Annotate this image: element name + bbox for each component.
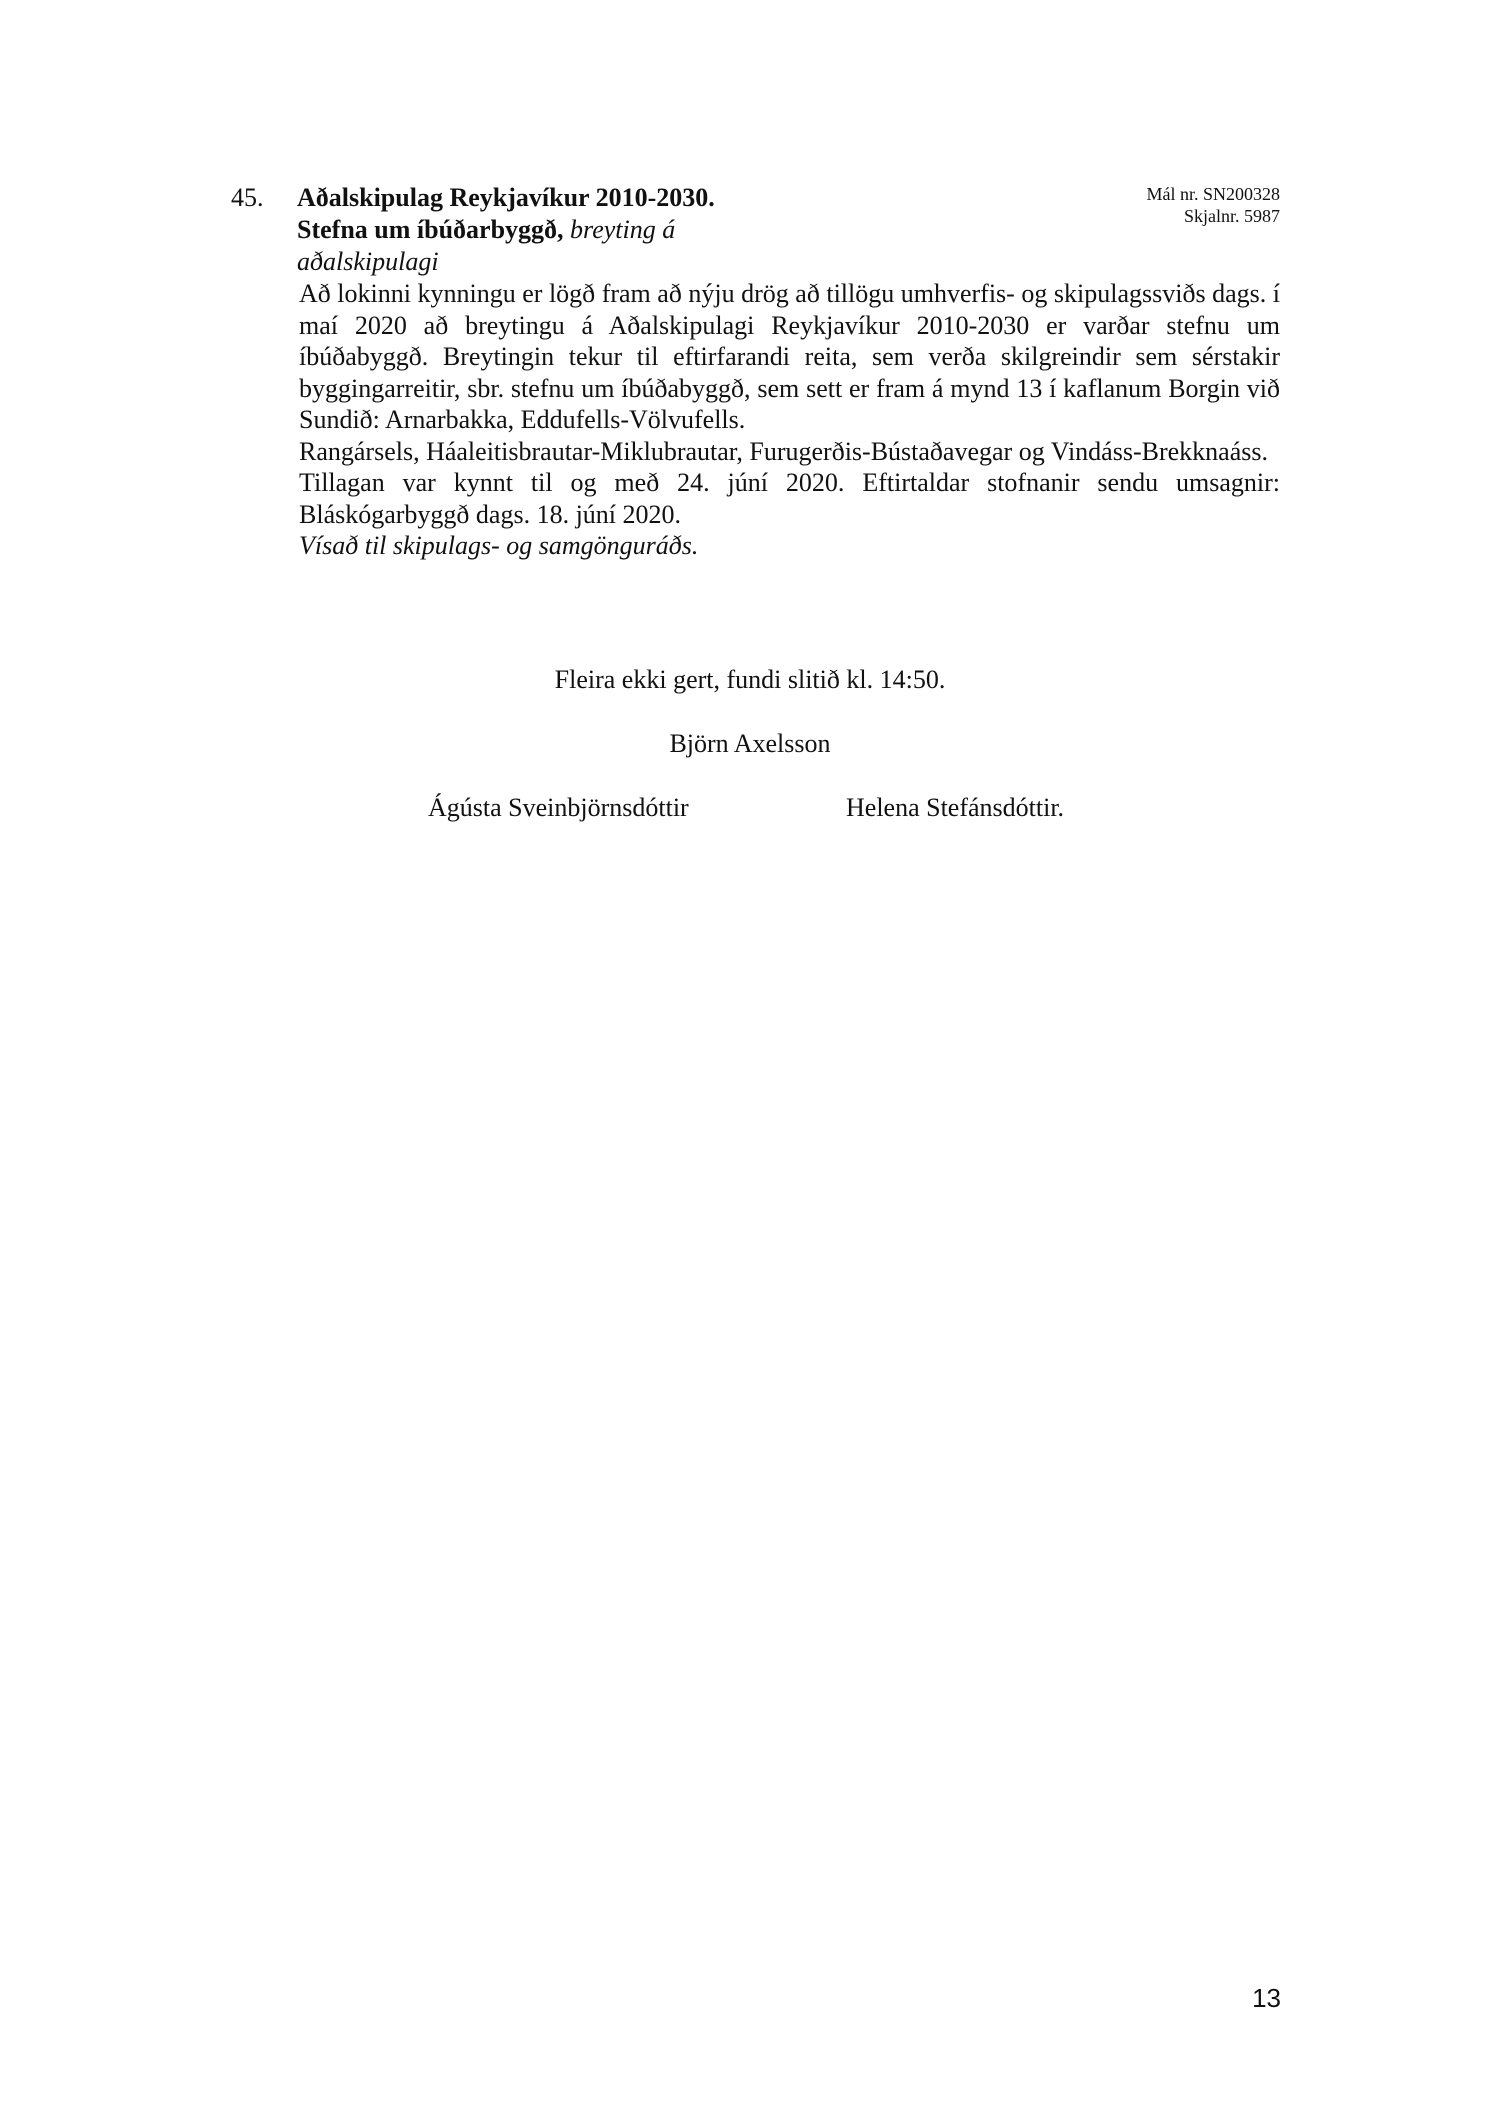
document-number: Skjalnr. 5987 xyxy=(1183,206,1280,226)
item-subtitle-bold: Stefna um íbúðarbyggð, xyxy=(297,215,564,244)
item-subtitle-italic: breyting á aðalskipulagi xyxy=(297,215,676,276)
referral-note: Vísað til skipulags- og samgönguráðs. xyxy=(299,531,699,560)
paragraph-areas: Rangársels, Háaleitisbrautar-Miklubrautar, Furugerðis-Bústaðavegar og Vindáss-Brekknaáss. xyxy=(299,436,1268,466)
meeting-closing-line: Fleira ekki gert, fundi slitið kl. 14:50. xyxy=(554,665,946,694)
signatory-name: Helena Stefánsdóttir. xyxy=(846,793,1065,822)
item-subtitle xyxy=(297,214,737,278)
chair-name: Björn Axelsson xyxy=(669,729,831,758)
paragraph-proposal: Að lokinni kynningu er lögð fram að nýju drög að tillögu umhverfis- og skipulagssviðs dags. í maí 2020 að breytingu á Aðalskipulagi Reykjavíkur 2010-2030 er varðar stefnu um íbúðabyggð. Breytingin tekur til eftirfarandi reita, sem verða skilgreindir sem sérstakir byggingarreitir, sbr. stefnu um íbúðabyggð, sem sett er fram á mynd 13 í kaflanum Borgin við Sundið: Arnarbakka, Eddufells-Völvufells. xyxy=(299,279,1280,434)
case-number: Mál nr. SN200328 xyxy=(1146,184,1280,204)
item-number: 45. xyxy=(231,183,264,212)
page-number: 13 xyxy=(1252,1983,1281,2013)
paragraph-consultation: Tillagan var kynnt til og með 24. júní 2020. Eftirtaldar stofnanir sendu umsagnir: Bláskógarbyggð dags. 18. júní 2020. xyxy=(299,468,1280,529)
signatory-name: Ágústa Sveinbjörnsdóttir xyxy=(428,793,689,822)
item-body xyxy=(299,278,1280,562)
item-title: Aðalskipulag Reykjavíkur 2010-2030. xyxy=(297,183,715,212)
case-reference xyxy=(1146,183,1280,227)
